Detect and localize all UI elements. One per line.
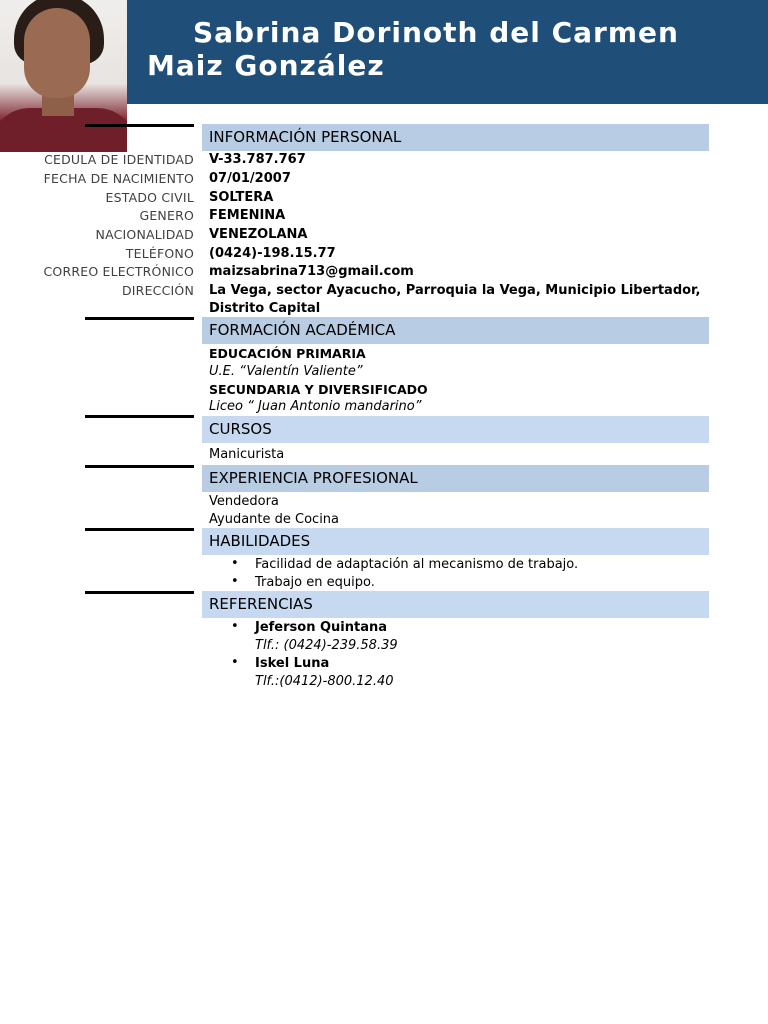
- section-courses-title: CURSOS: [202, 416, 709, 443]
- reference-name: Jeferson Quintana: [255, 620, 388, 635]
- bullet-icon: •: [231, 655, 239, 670]
- experience-item: Vendedora: [209, 494, 279, 509]
- experience-item: Ayudante de Cocina: [209, 512, 340, 527]
- bullet-icon: •: [231, 574, 239, 589]
- full-name: Sabrina Dorinoth del Carmen Maiz González: [147, 16, 679, 82]
- section-personal-title: INFORMACIÓN PERSONAL: [202, 124, 709, 151]
- section-rule: [85, 317, 194, 320]
- label-email: CORREO ELECTRÓNICO: [43, 264, 194, 279]
- section-rule: [85, 591, 194, 594]
- photo-face: [24, 8, 90, 98]
- skill-item: Trabajo en equipo.: [255, 575, 375, 590]
- bullet-icon: •: [231, 619, 239, 634]
- section-education-title: FORMACIÓN ACADÉMICA: [202, 317, 709, 344]
- value-nationality: VENEZOLANA: [209, 227, 308, 242]
- education-school-secondary: Liceo “ Juan Antonio mandarino”: [209, 399, 422, 414]
- value-civil-status: SOLTERA: [209, 190, 274, 205]
- label-civil-status: ESTADO CIVIL: [105, 190, 194, 205]
- section-rule: [85, 124, 194, 127]
- value-cedula: V-33.787.767: [209, 152, 306, 167]
- section-skills-title: HABILIDADES: [202, 528, 709, 555]
- value-phone: (0424)-198.15.77: [209, 246, 336, 261]
- education-level-primary: EDUCACIÓN PRIMARIA: [209, 346, 366, 361]
- section-rule: [85, 528, 194, 531]
- education-level-secondary: SECUNDARIA Y DIVERSIFICADO: [209, 382, 428, 397]
- course-item: Manicurista: [209, 447, 285, 462]
- reference-name: Iskel Luna: [255, 656, 330, 671]
- label-gender: GENERO: [139, 208, 194, 223]
- value-birth-date: 07/01/2007: [209, 171, 291, 186]
- reference-phone: Tlf.: (0424)-239.58.39: [255, 638, 398, 653]
- section-references-title: REFERENCIAS: [202, 591, 709, 618]
- label-address: DIRECCIÓN: [121, 283, 194, 298]
- label-cedula: CEDULA DE IDENTIDAD: [44, 152, 194, 167]
- value-email: maizsabrina713@gmail.com: [209, 264, 414, 279]
- label-phone: TELÉFONO: [125, 246, 194, 261]
- section-rule: [85, 465, 194, 468]
- profile-photo: [0, 0, 127, 152]
- label-nationality: NACIONALIDAD: [95, 227, 194, 242]
- name-header: [127, 0, 768, 104]
- value-address: La Vega, sector Ayacucho, Parroquia la Vega, Municipio Libertador, Distrito Capital: [209, 283, 701, 316]
- section-experience-title: EXPERIENCIA PROFESIONAL: [202, 465, 709, 492]
- reference-phone: Tlf.:(0412)-800.12.40: [255, 674, 394, 689]
- bullet-icon: •: [231, 556, 239, 571]
- skill-item: Facilidad de adaptación al mecanismo de trabajo.: [255, 557, 579, 572]
- section-rule: [85, 415, 194, 418]
- value-gender: FEMENINA: [209, 208, 286, 223]
- education-school-primary: U.E. “Valentín Valiente”: [209, 364, 363, 379]
- label-birth-date: FECHA DE NACIMIENTO: [43, 171, 194, 186]
